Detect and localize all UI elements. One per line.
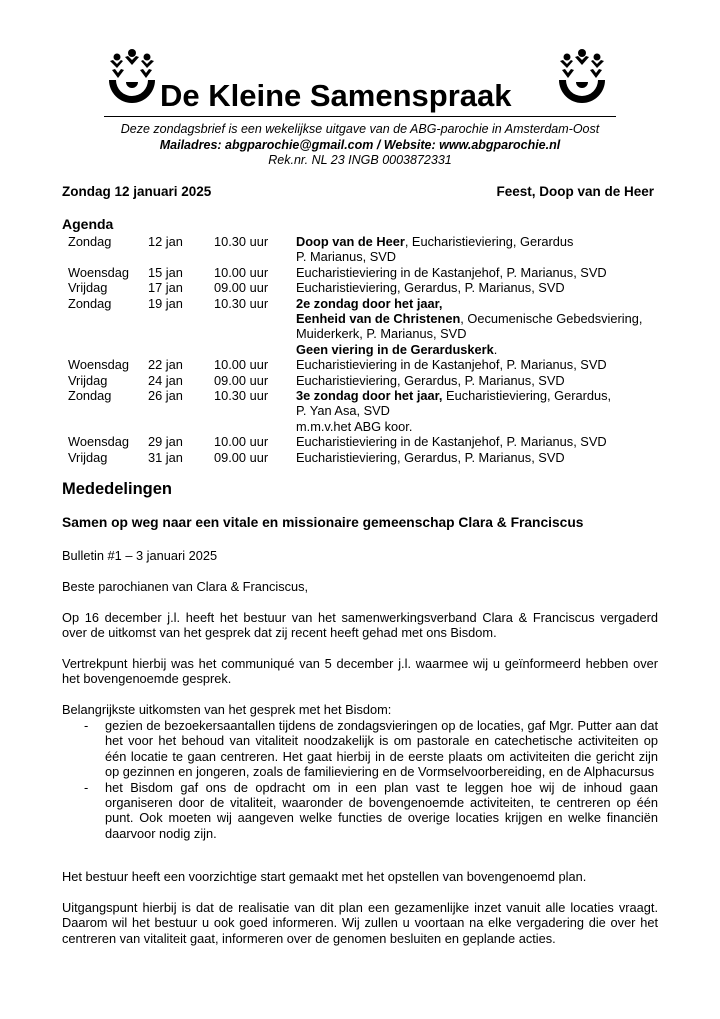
- agenda-text: Eucharistieviering in de Kastanjehof, P. Marianus, SVD: [296, 434, 607, 450]
- agenda-date: 26 jan: [148, 388, 183, 404]
- agenda-date: 22 jan: [148, 357, 183, 373]
- agenda-description-line: [296, 450, 662, 465]
- agenda-day: Zondag: [68, 234, 112, 249]
- masthead-title: De Kleine Samenspraak: [160, 78, 512, 113]
- agenda-time: 10.00 uur: [214, 357, 269, 373]
- agenda-description-line: [296, 249, 662, 264]
- list-item: [62, 718, 658, 780]
- agenda-description-line: [296, 419, 662, 434]
- paragraph: Uitgangspunt hierbij is dat de realisatie van dit plan een gezamenlijke inzet vanuit alle locaties vraagt. Daarom wil het bestuur u ook goed informeren. Wij zullen u voortaan na elke vergadering die over het centreren van vitaliteit gaat, informeren over de genomen besluiten en geplande acties.: [62, 900, 658, 946]
- paragraph: Op 16 december j.l. heeft het bestuur van het samenwerkingsverband Clara & Franciscus vergaderd over de uitkomst van het gesprek dat zij recent heeft gehad met ons Bisdom.: [62, 610, 658, 641]
- agenda-description: [296, 450, 662, 465]
- agenda-date: 19 jan: [148, 295, 183, 311]
- agenda-description: [296, 357, 662, 372]
- agenda-time: 09.00 uur: [214, 280, 269, 296]
- paragraph: Het bestuur heeft een voorzichtige start gemaakt met het opstellen van bovengenoemd plan.: [62, 869, 587, 884]
- agenda-description-line: [296, 357, 662, 372]
- agenda-description-line: [296, 296, 662, 311]
- agenda-row: [62, 357, 662, 372]
- agenda-text: m.m.v.het ABG koor.: [296, 418, 413, 434]
- agenda-day: Vrijdag: [68, 449, 108, 465]
- agenda-row: [62, 280, 662, 295]
- agenda-table: [62, 234, 662, 465]
- masthead-rule: [104, 116, 616, 117]
- announcements-heading: Mededelingen: [62, 480, 173, 498]
- agenda-time: 09.00 uur: [214, 372, 269, 388]
- feast-title: Feest, Doop van de Heer: [496, 184, 654, 199]
- agenda-highlight: 2e zondag door het jaar,: [296, 295, 443, 311]
- agenda-time: 10.00 uur: [214, 264, 269, 280]
- agenda-date: 15 jan: [148, 264, 183, 280]
- greeting: Beste parochianen van Clara & Franciscus,: [62, 579, 309, 594]
- agenda-description-line: [296, 434, 662, 449]
- agenda-text: Muiderkerk, P. Marianus, SVD: [296, 326, 467, 342]
- announcements-subheading: Samen op weg naar een vitale en missionaire gemeenschap Clara & Franciscus: [62, 515, 584, 530]
- agenda-highlight: 3e zondag door het jaar,: [296, 388, 443, 404]
- agenda-day: Woensdag: [68, 357, 129, 373]
- issue-date: Zondag 12 januari 2025: [62, 184, 212, 199]
- agenda-date: 24 jan: [148, 372, 183, 388]
- agenda-time: 10.30 uur: [214, 234, 269, 249]
- bulletin-number: Bulletin #1 – 3 januari 2025: [62, 548, 218, 563]
- agenda-date: 31 jan: [148, 449, 183, 465]
- agenda-description: [296, 388, 662, 434]
- agenda-row: [62, 434, 662, 449]
- agenda-day: Woensdag: [68, 434, 129, 450]
- agenda-description: [296, 296, 662, 358]
- bank-account: Rek.nr. NL 23 INGB 0003872331: [268, 153, 452, 167]
- paragraph: Belangrijkste uitkomsten van het gesprek met het Bisdom:: [62, 702, 392, 717]
- agenda-text: , Eucharistieviering, Gerardus: [404, 234, 574, 249]
- agenda-row: [62, 388, 662, 434]
- agenda-text: .: [493, 341, 498, 357]
- agenda-time: 10.30 uur: [214, 295, 269, 311]
- agenda-day: Vrijdag: [68, 280, 108, 296]
- agenda-description-line: [296, 388, 662, 403]
- agenda-text: Eucharistieviering in de Kastanjehof, P. Marianus, SVD: [296, 264, 607, 280]
- agenda-text: P. Marianus, SVD: [296, 249, 397, 265]
- parish-logo-icon: [106, 48, 158, 110]
- parish-logo-icon: [556, 48, 608, 110]
- agenda-description: [296, 234, 662, 265]
- agenda-day: Zondag: [68, 388, 112, 404]
- contact-line: Mailadres: abgparochie@gmail.com / Website: www.abgparochie.nl: [159, 138, 561, 152]
- agenda-description-line: [296, 373, 662, 388]
- agenda-heading: Agenda: [62, 216, 114, 232]
- agenda-text: Eucharistieviering in de Kastanjehof, P. Marianus, SVD: [296, 357, 607, 373]
- outcome-list: [62, 718, 658, 841]
- agenda-description: [296, 265, 662, 280]
- list-item: [62, 780, 658, 842]
- agenda-description: [296, 373, 662, 388]
- paragraph: Vertrekpunt hierbij was het communiqué van 5 december j.l. waarmee wij u geïnformeerd hebben over het bovengenoemde gesprek.: [62, 656, 658, 687]
- agenda-day: Zondag: [68, 295, 112, 311]
- agenda-text: P. Yan Asa, SVD: [296, 403, 390, 419]
- agenda-day: Vrijdag: [68, 372, 108, 388]
- agenda-text: , Oecumenische Gebedsviering,: [460, 311, 643, 327]
- agenda-row: [62, 373, 662, 388]
- agenda-row: [62, 450, 662, 465]
- agenda-description-line: [296, 311, 662, 326]
- agenda-highlight: Doop van de Heer: [296, 234, 405, 249]
- agenda-text: Eucharistieviering, Gerardus, P. Marianus, SVD: [296, 372, 565, 388]
- agenda-description-line: [296, 403, 662, 418]
- list-item-text: het Bisdom gaf ons de opdracht om in een plan vast te leggen hoe wij de inhoud gaan organiseren door de vitaliteit, waaronder de bovengenoemde activiteiten, te centreren op één punt. Ook moeten wij aangeven welke functies de overige locaties krijgen en welke financiën daarvoor nodig zijn.: [105, 779, 658, 841]
- agenda-description: [296, 280, 662, 295]
- agenda-date: 29 jan: [148, 434, 183, 450]
- bullet-mark: -: [84, 779, 89, 795]
- agenda-description-line: [296, 234, 662, 249]
- agenda-description-line: [296, 265, 662, 280]
- agenda-row: [62, 265, 662, 280]
- agenda-row: [62, 296, 662, 358]
- agenda-row: [62, 234, 662, 265]
- agenda-description-line: [296, 342, 662, 357]
- agenda-date: 17 jan: [148, 280, 183, 296]
- agenda-text: Eucharistieviering, Gerardus, P. Marianus, SVD: [296, 449, 565, 465]
- agenda-time: 09.00 uur: [214, 449, 269, 465]
- agenda-description-line: [296, 326, 662, 341]
- agenda-highlight: Eenheid van de Christenen: [296, 311, 461, 327]
- bullet-mark: -: [84, 718, 89, 733]
- agenda-description-line: [296, 280, 662, 295]
- agenda-time: 10.00 uur: [214, 434, 269, 450]
- agenda-highlight: Geen viering in de Gerarduskerk: [296, 341, 494, 357]
- agenda-day: Woensdag: [68, 264, 129, 280]
- agenda-time: 10.30 uur: [214, 388, 269, 404]
- agenda-date: 12 jan: [148, 234, 183, 249]
- list-item-text: gezien de bezoekersaantallen tijdens de zondagsvieringen op de locaties, gaf Mgr. Putter aan dat het voor het behoud van vitaliteit noodzakelijk is om pastorale en catechetische activiteiten op één locatie te gaan centreren. Het gaat hierbij in de eerste plaats om activiteiten die gericht zijn op gezinnen en jongeren, zoals de familieviering en de Vormselvoorbereiding, en de Alphacursus: [105, 718, 658, 780]
- agenda-description: [296, 434, 662, 449]
- masthead-subtitle: Deze zondagsbrief is een wekelijkse uitgave van de ABG-parochie in Amsterdam-Oost: [120, 122, 600, 136]
- agenda-text: Eucharistieviering, Gerardus,: [442, 388, 612, 404]
- agenda-text: Eucharistieviering, Gerardus, P. Marianus, SVD: [296, 280, 565, 296]
